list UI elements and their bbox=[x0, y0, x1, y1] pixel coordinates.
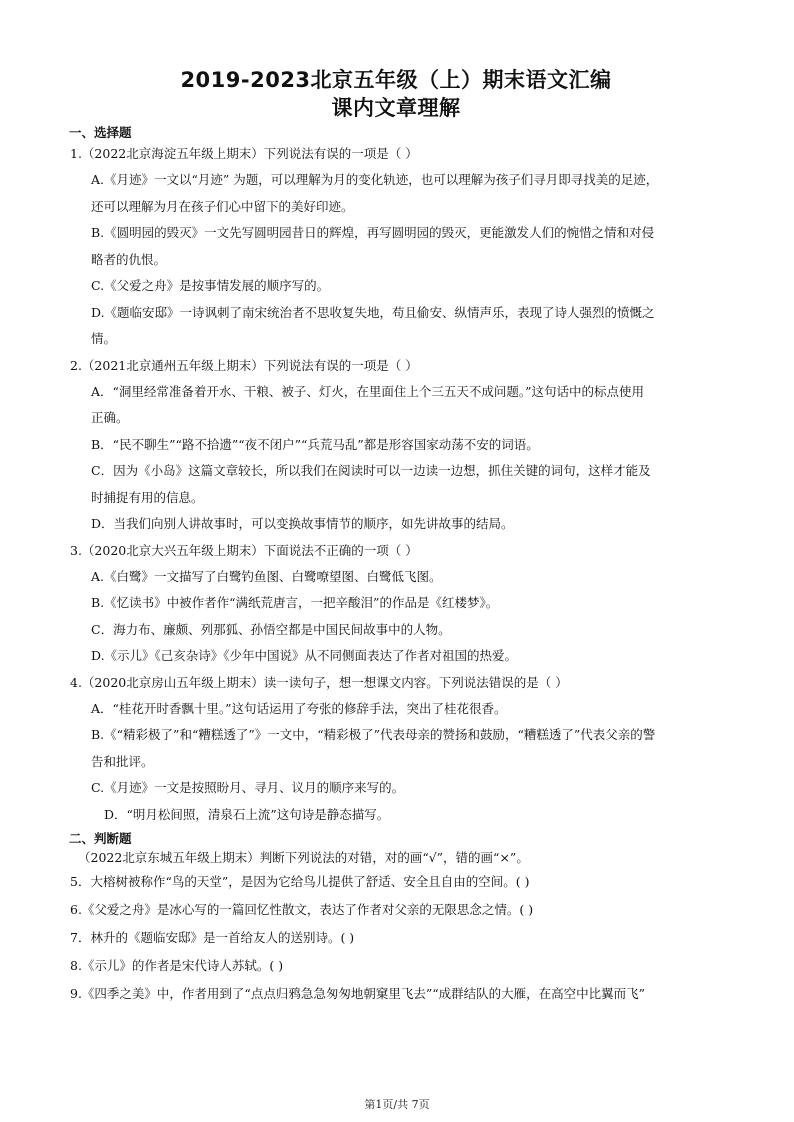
question-option: D．“明月松间照，清泉石上流”这句诗是静态描写。 bbox=[104, 806, 390, 822]
question-option: B.《忆读书》中被作者作“满纸荒唐言，一把辛酸泪”的作品是《红楼梦》。 bbox=[91, 595, 499, 610]
question-option: D．当我们向别人讲故事时，可以变换故事情节的顺序，如先讲故事的结局。 bbox=[91, 516, 514, 531]
document-title: 2019-2023北京五年级（上）期末语文汇编 bbox=[180, 68, 612, 92]
judge-item: 8.《示儿》的作者是宋代诗人苏轼。( ) bbox=[70, 958, 284, 973]
question-option: A．“桂花开时香飘十里。”这句话运用了夸张的修辞手法，突出了桂花很香。 bbox=[91, 700, 507, 716]
judge-item: 7．林升的《题临安邸》是一首给友人的送别诗。( ) bbox=[70, 930, 355, 945]
question-option: B.《圆明园的毁灭》一文先写圆明园昔日的辉煌，再写圆明园的毁灭，更能激发人们的惋惜之情和对侵 bbox=[91, 225, 655, 240]
question-stem: 1.（2022北京海淀五年级上期末）下列说法有误的一项是（ ） bbox=[70, 146, 418, 161]
question-option: 正确。 bbox=[91, 410, 129, 425]
question-option: A．“洞里经常准备着开水、干粮、被子、灯火，在里面住上个三五天不成问题。”这句话中的标点使用 bbox=[91, 383, 645, 399]
section-heading-choice: 一、选择题 bbox=[69, 125, 132, 140]
question-option: C．因为《小岛》这篇文章较长，所以我们在阅读时可以一边读一边想，抓住关键的词句，这样才能及 bbox=[91, 463, 651, 478]
question-option: A.《白鹭》一文描写了白鹭钓鱼图、白鹭嘹望图、白鹭低飞图。 bbox=[91, 568, 442, 584]
question-option: 情。 bbox=[91, 331, 117, 346]
question-option: B．“民不聊生”“路不拾遗”“夜不闭户”“兵荒马乱”都是形容国家动荡不安的词语。 bbox=[91, 436, 539, 452]
document-subtitle: 课内文章理解 bbox=[331, 96, 461, 120]
question-option: 还可以理解为月在孩子们心中留下的美好印迹。 bbox=[91, 198, 354, 214]
question-option: D.《题临安邸》一诗讽刺了南宋统治者不思收复失地，苟且偷安、纵情声乐，表现了诗人强烈的愤慨之 bbox=[91, 304, 655, 320]
judge-item: 9.《四季之美》中，作者用到了“点点归鸦急急匆匆地朝窠里飞去”“成群结队的大雁，在高空中比翼而飞” bbox=[70, 986, 645, 1001]
question-block bbox=[70, 670, 722, 829]
section-heading-judge: 二、判断题 bbox=[69, 831, 132, 846]
judge-instructions: （2022北京东城五年级上期末）判断下列说法的对错，对的画“√”，错的画“×”。 bbox=[78, 850, 529, 865]
question-option: 略者的仇恨。 bbox=[91, 251, 167, 267]
question-block bbox=[70, 353, 722, 538]
question-option: C.《父爱之舟》是按事情发展的顺序写的。 bbox=[91, 278, 330, 293]
question-option: C．海力布、廉颇、列那狐、孙悟空都是中国民间故事中的人物。 bbox=[91, 621, 451, 637]
question-stem: 4.（2020北京房山五年级上期末）读一读句子，想一想课文内容。下列说法错误的是（ ） bbox=[70, 674, 568, 690]
question-option: 时捕捉有用的信息。 bbox=[91, 489, 204, 505]
question-block bbox=[70, 538, 722, 670]
question-option: A.《月迹》一文以“月迹” 为题，可以理解为月的变化轨迹，也可以理解为孩子们寻月即寻找美的足迹， bbox=[91, 172, 659, 187]
question-option: D.《示儿》《己亥杂诗》《少年中国说》从不同侧面表达了作者对祖国的热爱。 bbox=[91, 648, 518, 663]
question-stem: 3.（2020北京大兴五年级上期末）下面说法不正确的一项（ ） bbox=[70, 542, 418, 558]
question-stem: 2.（2021北京通州五年级上期末）下列说法有误的一项是（ ） bbox=[70, 357, 418, 373]
page-number: 第1页/共 7页 bbox=[364, 1098, 430, 1111]
judge-item: 5．大榕树被称作“鸟的天堂”，是因为它给鸟儿提供了舒适、安全且自由的空间。( ) bbox=[70, 874, 530, 889]
question-block bbox=[70, 141, 722, 353]
question-option: B.《“精彩极了”和“糟糕透了”》一文中，“精彩极了”代表母亲的赞扬和鼓励，“糟糕透了”代表父亲的警 bbox=[91, 727, 656, 742]
question-option: 告和批评。 bbox=[91, 753, 154, 769]
question-option: C.《月迹》一文是按照盼月、寻月、议月的顺序来写的。 bbox=[91, 780, 405, 795]
judge-item: 6.《父爱之舟》是冰心写的一篇回忆性散文，表达了作者对父亲的无限思念之情。( ) bbox=[70, 902, 534, 917]
